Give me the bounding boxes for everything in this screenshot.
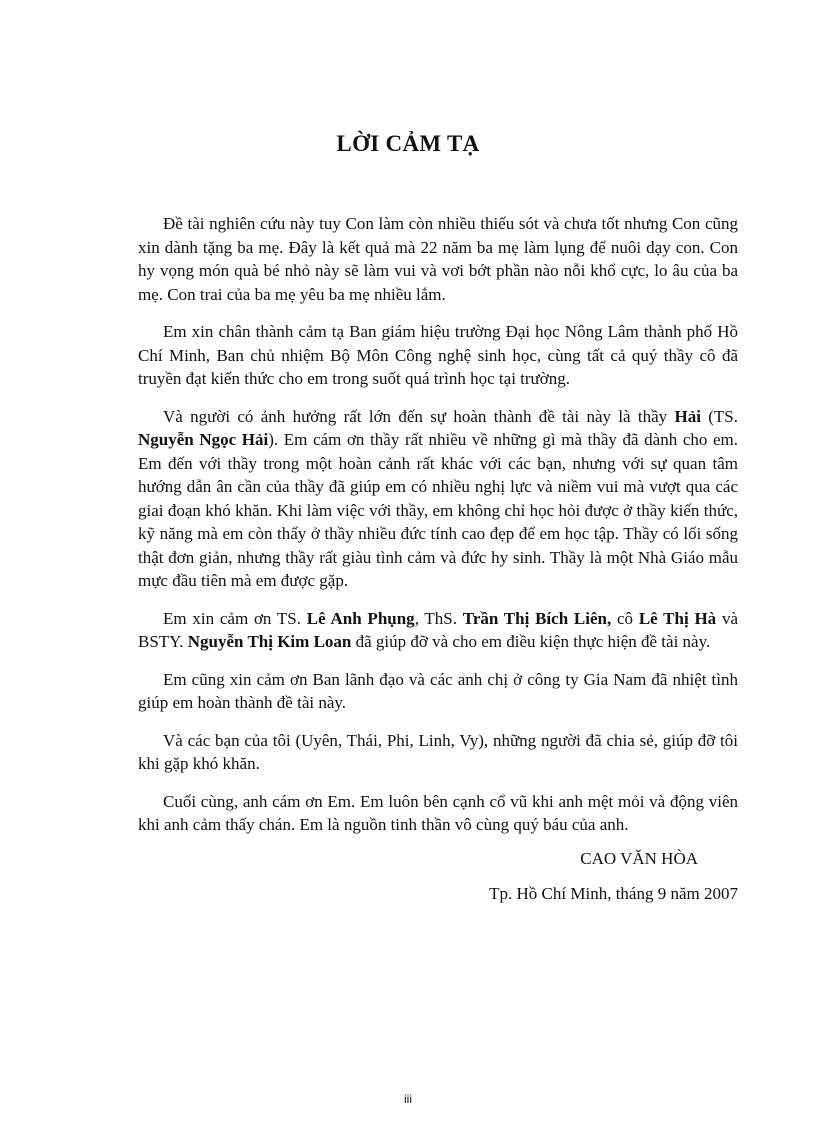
bold-name: Trần Thị Bích Liên,: [462, 608, 612, 628]
text-segment: cô: [611, 608, 639, 628]
paragraph-university: Em xin chân thành cảm tạ Ban giám hiệu trường Đại học Nông Lâm thành phố Hồ Chí Minh, Ban chủ nhiệm Bộ Môn Công nghệ sinh học, cùng tất cả quý thầy cô đã truyền đạt kiến thức cho em trong suốt quá trình học tại trường.: [138, 322, 738, 388]
paragraph-parents: Đề tài nghiên cứu này tuy Con làm còn nhiều thiếu sót và chưa tốt nhưng Con cũng xin dành tặng ba mẹ. Đây là kết quả mà 22 năm ba mẹ làm lụng để nuôi dạy con. Con hy vọng món quà bé nhỏ này sẽ làm vui và vơi bớt phần nào nỗi khổ cực, lo âu của ba mẹ. Con trai của ba mẹ yêu ba mẹ nhiều lắm.: [138, 214, 738, 304]
paragraph-company: Em cũng xin cảm ơn Ban lãnh đạo và các anh chị ở công ty Gia Nam đã nhiệt tình giúp em hoàn thành đề tài này.: [138, 669, 738, 712]
text-segment: và BSTY.: [138, 608, 739, 651]
page-number: iii: [404, 1092, 412, 1106]
paragraph-advisor: [138, 405, 738, 593]
bold-name: Nguyễn Ngọc Hải: [138, 430, 269, 449]
signature-name: CAO VĂN HÒA: [580, 848, 698, 868]
place-date: Tp. Hồ Chí Minh, tháng 9 năm 2007: [489, 884, 738, 903]
paragraph-helpers: [138, 607, 738, 654]
text-segment: (TS.: [700, 406, 738, 426]
text-segment: Và người có ảnh hưởng rất lớn đến sự hoàn thành đề tài này là thầy: [163, 406, 675, 426]
paragraph-friends: Và các bạn của tôi (Uyên, Thái, Phi, Linh, Vy), những người đã chia sẻ, giúp đỡ tôi khi gặp khó khăn.: [138, 730, 738, 773]
text-segment: ). Em cám ơn thầy rất nhiều về những gì mà thầy đã dành cho em. Em đến với thầy trong một hoàn cảnh rất khác với các bạn, nhưng với sự quan tâm hướng dẫn ân cần của thầy đã giúp em có nhiều nghị lực và niềm vui mà vượt qua các giai đoạn khó khăn. Khi làm việc với thầy, em không chỉ học hỏi được ở thầy kiến thức, kỹ năng mà em còn thấy ở thầy nhiều đức tính cao đẹp để em học tập. Thầy có lối sống thật đơn giản, nhưng thầy rất giàu tình cảm và đức hy sinh. Thầy là một Nhà Giáo mẫu mực đầu tiên mà em được gặp.: [138, 430, 739, 590]
text-segment: , ThS.: [414, 608, 463, 628]
text-segment: đã giúp đỡ và cho em điều kiện thực hiện đề tài này.: [351, 632, 711, 651]
page-title: LỜI CẢM TẠ: [336, 131, 480, 156]
paragraph-partner: Cuối cùng, anh cám ơn Em. Em luôn bên cạnh cổ vũ khi anh mệt mỏi và động viên khi anh cảm thấy chán. Em là nguồn tinh thần vô cùng quý báu của anh.: [138, 791, 738, 834]
acknowledgement-body: [138, 212, 738, 906]
bold-name: Lê Anh Phụng: [306, 608, 415, 628]
bold-name: Nguyễn Thị Kim Loan: [187, 632, 352, 651]
bold-name: Hải: [674, 406, 701, 426]
text-segment: Em xin cảm ơn TS.: [163, 608, 307, 628]
bold-name: Lê Thị Hà: [638, 608, 717, 628]
